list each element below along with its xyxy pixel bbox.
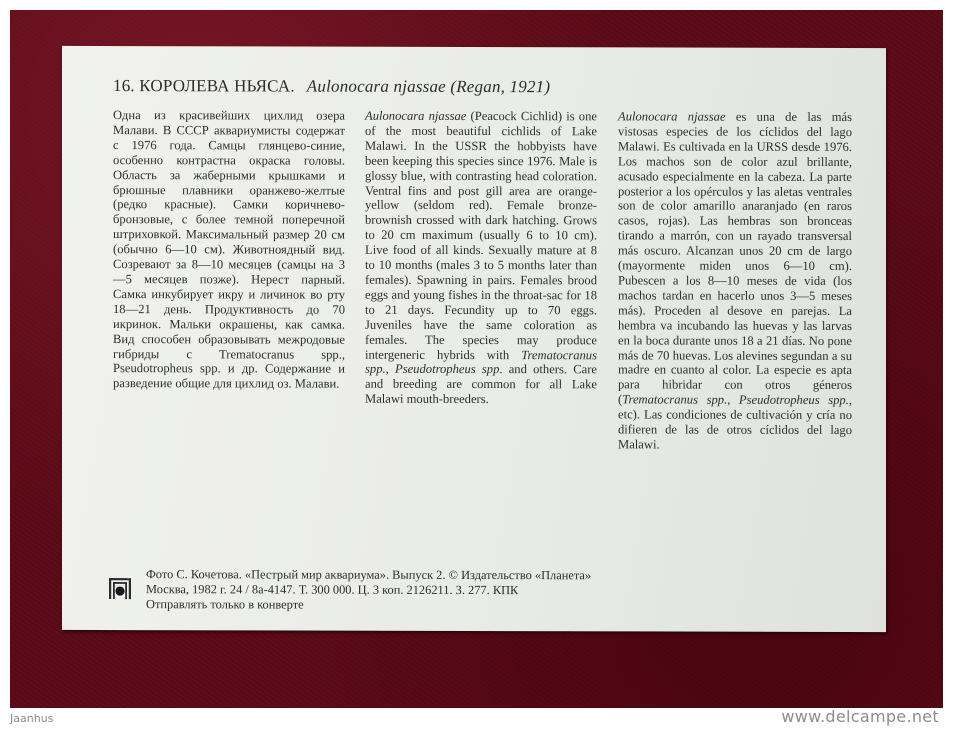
english-genus-trematocranus: Trematocranus spp. — [365, 347, 597, 377]
spanish-description — [618, 109, 852, 452]
english-genus-pseudotropheus: Pseudotropheus spp — [395, 362, 500, 377]
spanish-latin-name: Aulonocara njassae — [618, 109, 726, 124]
publisher-logo-icon — [108, 576, 132, 600]
card-title — [113, 76, 550, 97]
seller-watermark: Jaanhus — [10, 712, 54, 725]
footer-print-info-line: Москва, 1982 г. 24 / 8а-4147. Т. 300 000. Ц. 3 коп. 2126211. З. 277. КПК — [146, 581, 519, 597]
postcard — [62, 46, 886, 632]
spanish-description-column — [618, 109, 852, 452]
russian-description-column — [113, 108, 345, 392]
publication-footer — [146, 567, 591, 613]
english-latin-name: Aulonocara njassae — [365, 108, 467, 123]
english-description-column — [365, 109, 597, 408]
english-text-part2: . and others. Care and breeding are common for all Lake Malawi mouth-breeders. — [365, 362, 597, 407]
english-separator: , — [385, 362, 395, 377]
footer-mailing-note: Отправлять только в конверте — [146, 596, 304, 612]
english-text-part1: (Peacock Cichlid) is one of the most beautiful cichlids of Lake Malawi. In the USSR the hobbyists have been keeping this species since 1976. Male is glossy blue, with contrasting head coloration. Ventral fins and post gill area are orange-yellow (seldom red). Female bronze-brownish crossed with dark hatching. Grows to 20 cm maximum (usually 6 to 10 cm). Live food of all kinds. Sexually mature at 8 to 10 months (males 3 to 5 months later than females). Spawning in pairs. Females brood eggs and young fishes in the throat-sac for 18 to 21 days. Fecundity up to 70 eggs. Juveniles have the same coloration as females. The species may produce intergeneric hybrids with — [365, 108, 597, 362]
russian-description: Одна из красивейших цихлид озера Малави. В СССР аквариумисты содержат с 1976 года. Самцы глянцево-синие, особенно контрастна окраска головы. Область за жаберными крышками и брюшные плавники оранжево-желтые (редко красные). Самки коричнево-бронзовые, с более темной поперечной штриховкой. Максимальный размер 20 см (обычно 6—10 см). Животноядный вид. Созревают за 8—10 месяцев (самцы на 3—5 месяцев позже). Нерест парный. Самка инкубирует икру и личинок во рту 18—21 день. Продуктивность до 70 икринок. Мальки окрашены, как самка. Вид способен образовывать межродовые гибриды с Trematocranus spp., Pseudotropheus spp. и др. Содержание и разведение общие для цихлид оз. Малави. — [113, 108, 345, 391]
site-watermark: www.delcampe.net — [781, 707, 939, 726]
spanish-text-part2: , etc). Las condiciones de cultivación y cría no difieren de las de otros cíclidos del lago Malawi. — [618, 393, 852, 452]
spanish-text-part1: es una de las más vistosas especies de los cíclidos del lago Malawi. Es cultivada en la URSS desde 1976. Los machos son de color azul brillante, acusado especialmente en la cabeza. La parte posterior a los opérculos y las aletas ventrales son de color amarillo anaranjado (en raros casos, rojas). Las hembras son bronceas tirando a marrón, con un rayado transversal más oscuro. Alcanzan unos 20 cm de largo (mayormente miden unos 6—10 cm). Pubescen a los 8—10 meses de vida (los machos tardan en hacerlo unos 3—5 meses más). Proceden al desove en parejas. La hembra va incubando las huevas y las larvas en la boca durante unos 18 a 21 días. No pone más de 70 huevas. Los alevines segundan a su madre en cuanto al color. La especie es apta para hibridar con otros géneros ( — [618, 109, 852, 407]
title-russian: 16. КОРОЛЕВА НЬЯСА. — [113, 76, 295, 96]
title-latin-name: Aulonocara njassae (Regan, 1921) — [306, 76, 551, 97]
footer-credit-line: Фото С. Кочетова. «Пестрый мир аквариума». Выпуск 2. © Издательство «Планета» — [146, 567, 592, 583]
english-description — [365, 109, 597, 408]
spanish-genera: Trematocranus spp., Pseudotropheus spp. — [622, 392, 849, 408]
